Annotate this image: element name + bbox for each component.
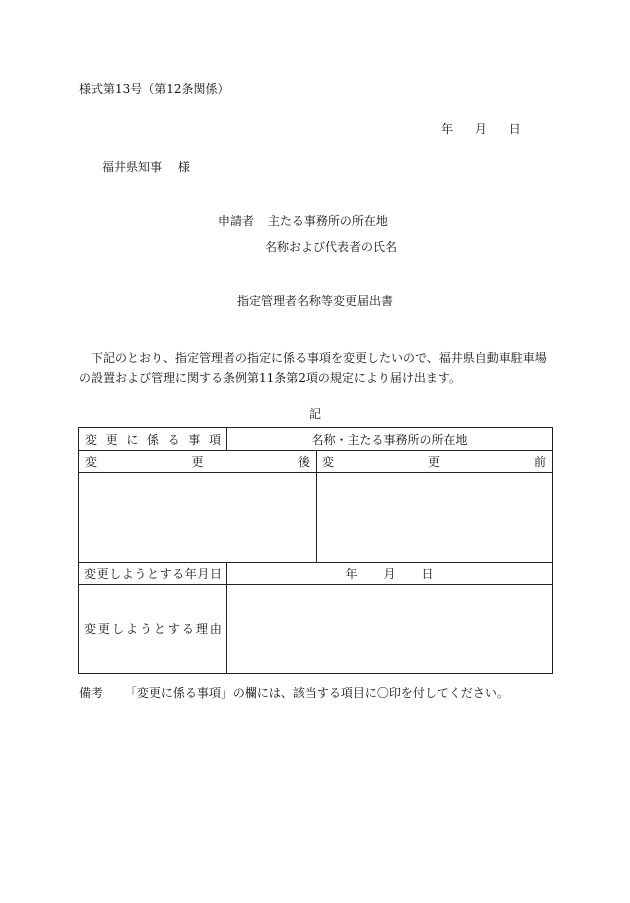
change-reason-label: 変 更 し よ う と す る 理 由 [84, 622, 222, 636]
change-date-day: 日 [421, 566, 434, 581]
remarks [79, 684, 509, 701]
before-label: 変 更 前 [322, 454, 546, 469]
change-date-label: 変 更 し よ う と す る 年 月 日 [84, 566, 222, 581]
table-rule [316, 450, 317, 562]
table-rule [79, 562, 552, 563]
applicant-office-address-label: 主たる事務所の所在地 [267, 214, 388, 228]
change-date-field[interactable] [227, 562, 552, 584]
table-rule [79, 584, 552, 585]
body-text: 下記のとおり、指定管理者の指定に係る事項を変更したいので、福井県自動車駐車場の設置および管理に関する条例第11条第2項の規定により届け出ます。 [79, 351, 547, 385]
ki-heading: 記 [308, 407, 321, 421]
item-label: 変 更 に 係 る 事 項 [85, 432, 221, 447]
applicant-name-label: 名称および代表者の氏名 [265, 240, 398, 254]
applicant-address-line [218, 212, 388, 229]
table-rule [226, 428, 227, 450]
change-reason-field[interactable] [227, 584, 552, 673]
change-date-year: 年 [345, 566, 358, 581]
after-value-field[interactable] [79, 472, 316, 562]
date-day-label: 日 [508, 122, 521, 136]
addressee-name: 福井県知事 [102, 160, 163, 174]
addressee-honorific: 様 [177, 160, 190, 174]
table-rule [226, 562, 227, 673]
form-number: 様式第13号（第12条関係） [79, 82, 230, 96]
date-month-label: 月 [474, 122, 487, 136]
remarks-label: 備考 [79, 686, 104, 700]
document-title: 指定管理者名称等変更届出書 [236, 294, 393, 308]
applicant-label: 申請者 [218, 214, 255, 228]
after-label: 変 更 後 [85, 454, 310, 469]
change-date-month: 月 [383, 566, 396, 581]
remarks-text: 「変更に係る事項」の欄には、該当する項目に〇印を付してください。 [124, 686, 509, 700]
item-value[interactable]: 名称・主たる事務所の所在地 [311, 432, 468, 447]
before-value-field[interactable] [316, 472, 552, 562]
change-table [78, 427, 553, 674]
submission-date [441, 120, 521, 137]
addressee [102, 158, 190, 175]
date-year-label: 年 [441, 122, 454, 136]
